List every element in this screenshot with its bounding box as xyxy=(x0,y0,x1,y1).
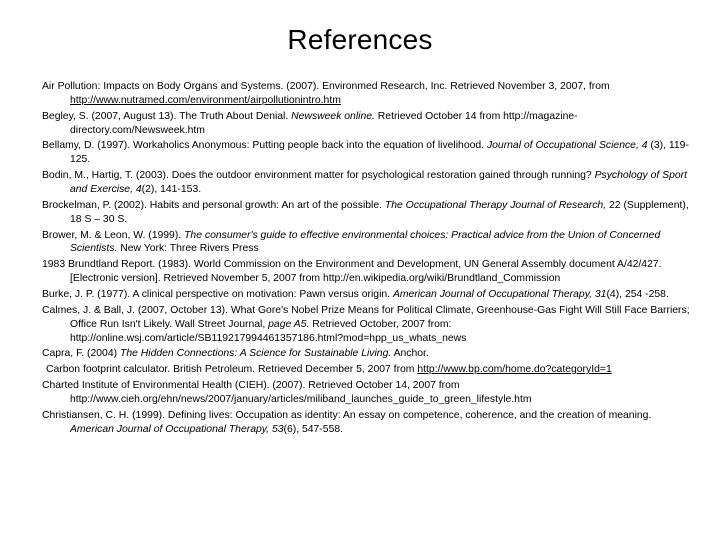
reference-source: Journal of Occupational Science, 4 xyxy=(486,140,648,152)
reference-text: Bodin, M., Hartig, T. (2003). Does the outdoor environment matter for psychological restoration gained through running? xyxy=(42,170,595,182)
reference-source: Newsweek online. xyxy=(291,110,375,122)
reference-item xyxy=(42,258,692,286)
reference-source: The Hidden Connections: A Science for Sustainable Living. xyxy=(119,348,392,360)
reference-text: Air Pollution: Impacts on Body Organs and Systems. (2007). Environmed Research, Inc. Retrieved November 3, 2007, from xyxy=(42,81,610,92)
reference-item xyxy=(42,139,692,167)
reference-item xyxy=(42,199,692,227)
reference-text: (2), 141-153. xyxy=(141,184,202,196)
reference-source: Psychology of Sport and Exercise, 4 xyxy=(70,170,687,196)
reference-source: The consumer's guide to effective environmental choices: Practical advice from the Union of Concerned Scientists. xyxy=(70,229,661,255)
reference-text: Christiansen, C. H. (1999). Defining lives: Occupation as identity: An essay on competence, coherence, and the creation of meaning. xyxy=(42,409,652,421)
reference-item xyxy=(42,169,692,197)
reference-text: Begley, S. (2007, August 13). The Truth About Denial. xyxy=(42,110,292,122)
reference-item xyxy=(42,363,692,377)
reference-item xyxy=(42,80,692,108)
reference-text: Anchor. xyxy=(391,348,429,360)
reference-item xyxy=(42,347,692,361)
reference-text: Bellamy, D. (1997). Workaholics Anonymous: Putting people back into the equation of livelihood. xyxy=(42,140,487,152)
reference-source: American Journal of Occupational Therapy, 31 xyxy=(392,288,607,300)
reference-text: Brockelman, P. (2002). Habits and personal growth: An art of the possible. xyxy=(42,199,385,211)
page-title: References xyxy=(287,24,433,55)
reference-text: Burke, J. P. (1977). A clinical perspective on motivation: Pawn versus origin. xyxy=(42,288,393,300)
reference-text: Retrieved October, 2007 from: http://online.wsj.com/article/SB119217994461357186.html?mod=hpp_us_whats_news xyxy=(70,318,467,344)
reference-text: Charted Institute of Environmental Health (CIEH). (2007). Retrieved October 14, 2007 from http://www.cieh.org/ehn/news/2007/january/articles/miliband_launches_guide_to_green_lifestyle.htm xyxy=(42,379,532,405)
reference-text: 1983 Brundtland Report. (1983). World Commission on the Environment and Development, UN General Assembly document A/42/427. [Electronic version]. Retrieved November 5, 2007 from http://en.wikipedia.org/wiki/Brundtland_Commission xyxy=(42,259,662,285)
reference-text: Retrieved October 14 from http://magazine-directory.com/Newsweek.htm xyxy=(70,110,578,136)
reference-text: (4), 254 -258. xyxy=(606,288,669,300)
reference-text: Capra, F. (2004) xyxy=(42,348,120,360)
reference-source: page A5. xyxy=(268,318,310,330)
reference-text: (6), 547-558. xyxy=(283,423,344,435)
reference-text: Calmes, J. & Ball, J. (2007, October 13). What Gore's Nobel Prize Means for Political Climate, Greenhouse-Gas Fight Will Still Face Barriers; Office Run Isn't Likely. Wall Street Journal, xyxy=(42,304,690,330)
reference-text: Brower, M. & Leon, W. (1999). xyxy=(42,229,185,241)
reference-text: Carbon footprint calculator. British Petroleum. Retrieved December 5, 2007 from xyxy=(46,364,418,376)
reference-text: (3), 119-125. xyxy=(70,140,689,166)
reference-item xyxy=(42,379,692,407)
reference-text: 22 (Supplement), 18 S – 30 S. xyxy=(70,199,689,225)
reference-text: New York: Three Rivers Press xyxy=(117,243,259,255)
reference-item xyxy=(42,304,692,346)
reference-list xyxy=(42,80,692,438)
reference-item xyxy=(42,110,692,138)
reference-link[interactable]: http://www.nutramed.com/environment/airpollutionintro.htm xyxy=(70,94,341,106)
reference-link[interactable]: http://www.bp.com/home.do?categoryId=1 xyxy=(417,364,612,376)
reference-item xyxy=(42,288,692,302)
reference-source: The Occupational Therapy Journal of Research, xyxy=(384,199,607,211)
reference-item xyxy=(42,409,692,437)
reference-item xyxy=(42,229,692,257)
reference-source: American Journal of Occupational Therapy, 53 xyxy=(70,423,284,435)
